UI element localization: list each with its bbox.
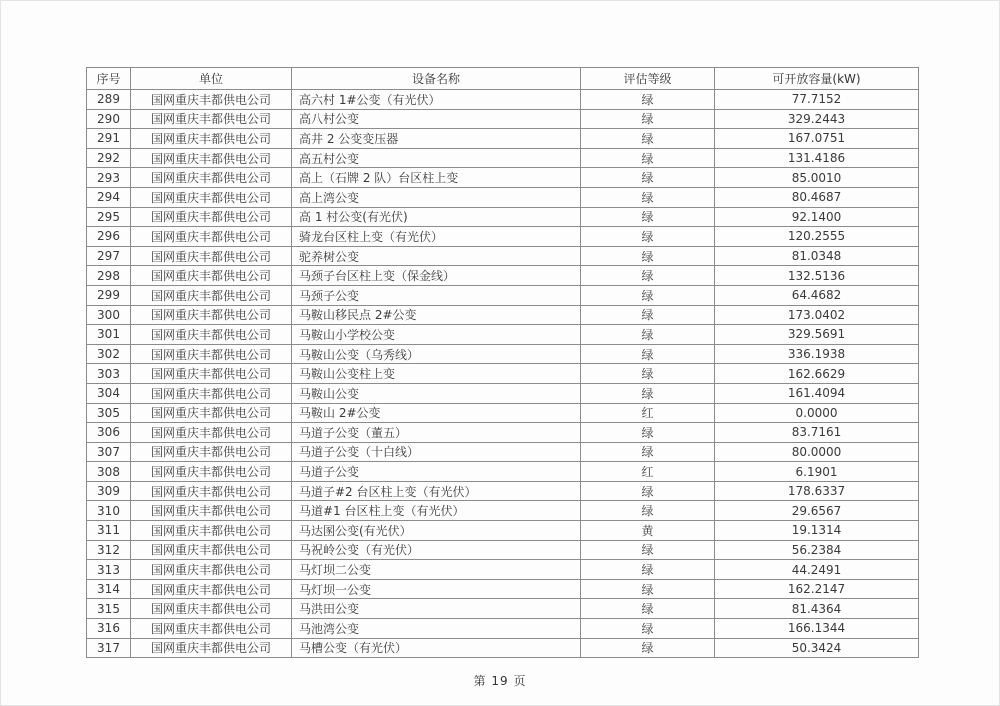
capacity-cell: 83.7161 [715,423,919,443]
table-row [87,579,919,599]
table-header-row [87,68,919,90]
unit-cell: 国网重庆丰都供电公司 [131,579,292,599]
capacity-cell: 336.1938 [715,344,919,364]
grade-cell: 绿 [581,423,715,443]
table-row [87,599,919,619]
row-no-cell: 307 [87,442,131,462]
grade-cell: 绿 [581,599,715,619]
capacity-cell: 131.4186 [715,148,919,168]
table-row [87,481,919,501]
unit-cell: 国网重庆丰都供电公司 [131,109,292,129]
table-row [87,521,919,541]
grade-cell: 绿 [581,305,715,325]
unit-cell: 国网重庆丰都供电公司 [131,383,292,403]
unit-cell: 国网重庆丰都供电公司 [131,364,292,384]
unit-cell: 国网重庆丰都供电公司 [131,129,292,149]
row-no-cell: 317 [87,638,131,658]
unit-cell: 国网重庆丰都供电公司 [131,599,292,619]
grade-cell: 绿 [581,364,715,384]
grade-cell: 绿 [581,481,715,501]
unit-cell: 国网重庆丰都供电公司 [131,187,292,207]
device-cell: 高六村 1#公变（有光伏） [292,90,581,110]
unit-cell: 国网重庆丰都供电公司 [131,305,292,325]
header-unit: 单位 [131,68,292,90]
table-row [87,207,919,227]
device-cell: 马洪田公变 [292,599,581,619]
row-no-cell: 294 [87,187,131,207]
device-cell: 高上湾公变 [292,187,581,207]
grade-cell: 绿 [581,501,715,521]
table-row [87,90,919,110]
row-no-cell: 296 [87,227,131,247]
table-row [87,619,919,639]
row-no-cell: 299 [87,285,131,305]
table-header [87,68,919,90]
capacity-cell: 162.6629 [715,364,919,384]
table-body [87,90,919,658]
table-row [87,423,919,443]
table-row [87,148,919,168]
unit-cell: 国网重庆丰都供电公司 [131,521,292,541]
unit-cell: 国网重庆丰都供电公司 [131,344,292,364]
grade-cell: 绿 [581,285,715,305]
device-cell: 高 1 村公变(有光伏) [292,207,581,227]
table-row [87,560,919,580]
row-no-cell: 312 [87,540,131,560]
capacity-cell: 81.0348 [715,246,919,266]
unit-cell: 国网重庆丰都供电公司 [131,168,292,188]
table-row [87,266,919,286]
grade-cell: 绿 [581,619,715,639]
capacity-cell: 120.2555 [715,227,919,247]
device-cell: 马祝岭公变（有光伏） [292,540,581,560]
row-no-cell: 295 [87,207,131,227]
capacity-cell: 85.0010 [715,168,919,188]
table-row [87,227,919,247]
capacity-cell: 166.1344 [715,619,919,639]
unit-cell: 国网重庆丰都供电公司 [131,246,292,266]
unit-cell: 国网重庆丰都供电公司 [131,227,292,247]
row-no-cell: 313 [87,560,131,580]
header-capacity: 可开放容量(kW) [715,68,919,90]
unit-cell: 国网重庆丰都供电公司 [131,285,292,305]
header-grade: 评估等级 [581,68,715,90]
capacity-table [86,67,919,658]
row-no-cell: 300 [87,305,131,325]
row-no-cell: 305 [87,403,131,423]
grade-cell: 绿 [581,227,715,247]
capacity-cell: 161.4094 [715,383,919,403]
table-row [87,462,919,482]
table-row [87,109,919,129]
table-row [87,168,919,188]
table-row [87,285,919,305]
row-no-cell: 302 [87,344,131,364]
grade-cell: 绿 [581,344,715,364]
row-no-cell: 303 [87,364,131,384]
grade-cell: 黄 [581,521,715,541]
device-cell: 高五村公变 [292,148,581,168]
unit-cell: 国网重庆丰都供电公司 [131,481,292,501]
device-cell: 马鞍山 2#公变 [292,403,581,423]
capacity-cell: 6.1901 [715,462,919,482]
row-no-cell: 289 [87,90,131,110]
capacity-cell: 44.2491 [715,560,919,580]
device-cell: 马鞍山公变（乌秀线） [292,344,581,364]
grade-cell: 绿 [581,246,715,266]
device-cell: 马颈子台区柱上变（保金线） [292,266,581,286]
table-row [87,325,919,345]
table-row [87,638,919,658]
capacity-cell: 329.5691 [715,325,919,345]
device-cell: 马鞍山移民点 2#公变 [292,305,581,325]
device-cell: 高上（石牌 2 队）台区柱上变 [292,168,581,188]
grade-cell: 绿 [581,325,715,345]
grade-cell: 绿 [581,207,715,227]
table-row [87,129,919,149]
grade-cell: 绿 [581,187,715,207]
capacity-cell: 92.1400 [715,207,919,227]
device-cell: 马池湾公变 [292,619,581,639]
row-no-cell: 309 [87,481,131,501]
unit-cell: 国网重庆丰都供电公司 [131,442,292,462]
capacity-cell: 64.4682 [715,285,919,305]
table-row [87,305,919,325]
device-cell: 马槽公变（有光伏） [292,638,581,658]
device-cell: 马灯坝二公变 [292,560,581,580]
unit-cell: 国网重庆丰都供电公司 [131,148,292,168]
table-row [87,246,919,266]
unit-cell: 国网重庆丰都供电公司 [131,501,292,521]
header-no: 序号 [87,68,131,90]
device-cell: 马鞍山公变柱上变 [292,364,581,384]
device-cell: 马道子#2 台区柱上变（有光伏） [292,481,581,501]
row-no-cell: 293 [87,168,131,188]
row-no-cell: 298 [87,266,131,286]
unit-cell: 国网重庆丰都供电公司 [131,207,292,227]
grade-cell: 绿 [581,383,715,403]
table-row [87,383,919,403]
unit-cell: 国网重庆丰都供电公司 [131,403,292,423]
capacity-cell: 81.4364 [715,599,919,619]
grade-cell: 绿 [581,109,715,129]
capacity-cell: 162.2147 [715,579,919,599]
table-row [87,187,919,207]
grade-cell: 绿 [581,90,715,110]
device-cell: 马颈子公变 [292,285,581,305]
device-cell: 马道#1 台区柱上变（有光伏） [292,501,581,521]
unit-cell: 国网重庆丰都供电公司 [131,619,292,639]
unit-cell: 国网重庆丰都供电公司 [131,90,292,110]
unit-cell: 国网重庆丰都供电公司 [131,638,292,658]
header-device: 设备名称 [292,68,581,90]
grade-cell: 绿 [581,129,715,149]
row-no-cell: 304 [87,383,131,403]
grade-cell: 红 [581,403,715,423]
unit-cell: 国网重庆丰都供电公司 [131,423,292,443]
page-number: 第 19 页 [473,674,527,688]
device-cell: 骑龙台区柱上变（有光伏） [292,227,581,247]
grade-cell: 绿 [581,638,715,658]
row-no-cell: 314 [87,579,131,599]
row-no-cell: 290 [87,109,131,129]
unit-cell: 国网重庆丰都供电公司 [131,266,292,286]
table-row [87,364,919,384]
device-cell: 马达圂公变(有光伏） [292,521,581,541]
grade-cell: 红 [581,462,715,482]
device-cell: 马道子公变（十白线） [292,442,581,462]
capacity-cell: 173.0402 [715,305,919,325]
capacity-cell: 178.6337 [715,481,919,501]
row-no-cell: 301 [87,325,131,345]
capacity-cell: 0.0000 [715,403,919,423]
grade-cell: 绿 [581,168,715,188]
table-row [87,403,919,423]
capacity-cell: 329.2443 [715,109,919,129]
device-cell: 马鞍山小学校公变 [292,325,581,345]
row-no-cell: 316 [87,619,131,639]
capacity-cell: 132.5136 [715,266,919,286]
row-no-cell: 315 [87,599,131,619]
device-cell: 马鞍山公变 [292,383,581,403]
grade-cell: 绿 [581,442,715,462]
device-cell: 马灯坝一公变 [292,579,581,599]
row-no-cell: 297 [87,246,131,266]
device-cell: 马道子公变（董五） [292,423,581,443]
capacity-cell: 80.4687 [715,187,919,207]
table-row [87,344,919,364]
capacity-cell: 167.0751 [715,129,919,149]
unit-cell: 国网重庆丰都供电公司 [131,325,292,345]
row-no-cell: 306 [87,423,131,443]
table-row [87,540,919,560]
capacity-cell: 50.3424 [715,638,919,658]
capacity-cell: 56.2384 [715,540,919,560]
capacity-cell: 77.7152 [715,90,919,110]
row-no-cell: 310 [87,501,131,521]
grade-cell: 绿 [581,266,715,286]
row-no-cell: 291 [87,129,131,149]
capacity-cell: 29.6567 [715,501,919,521]
unit-cell: 国网重庆丰都供电公司 [131,560,292,580]
grade-cell: 绿 [581,540,715,560]
grade-cell: 绿 [581,148,715,168]
device-cell: 高井 2 公变变压器 [292,129,581,149]
unit-cell: 国网重庆丰都供电公司 [131,540,292,560]
table-row [87,501,919,521]
row-no-cell: 311 [87,521,131,541]
grade-cell: 绿 [581,560,715,580]
device-cell: 高八村公变 [292,109,581,129]
table-row [87,442,919,462]
capacity-cell: 80.0000 [715,442,919,462]
unit-cell: 国网重庆丰都供电公司 [131,462,292,482]
grade-cell: 绿 [581,579,715,599]
device-cell: 马道子公变 [292,462,581,482]
row-no-cell: 292 [87,148,131,168]
capacity-cell: 19.1314 [715,521,919,541]
row-no-cell: 308 [87,462,131,482]
device-cell: 驼养树公变 [292,246,581,266]
